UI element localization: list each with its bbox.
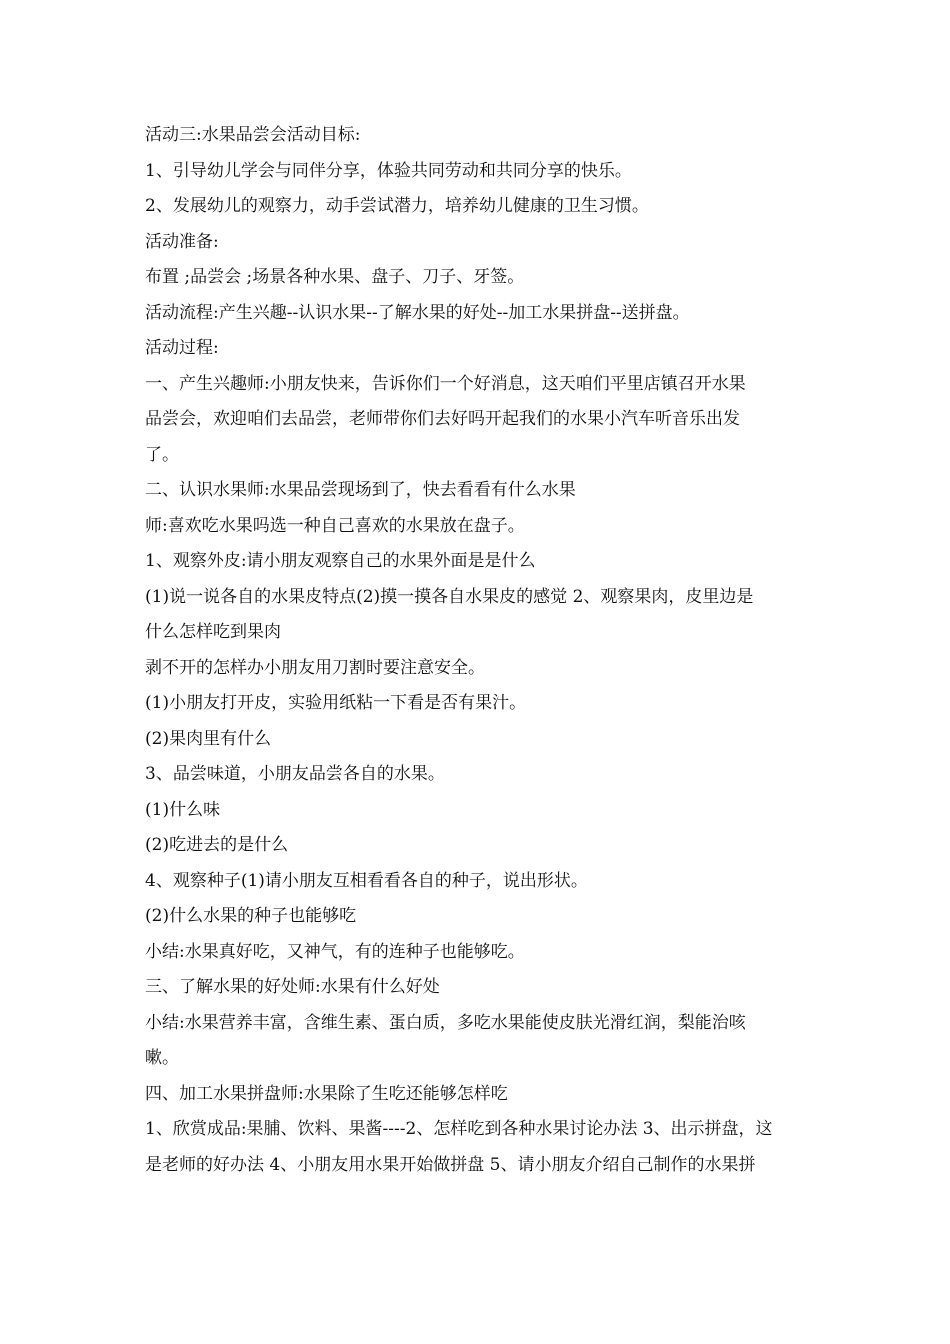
text-line: 活动流程:产生兴趣--认识水果--了解水果的好处--加工水果拼盘--送拼盘。 [145, 302, 690, 323]
text-line: 小结:水果真好吃，又神气，有的连种子也能够吃。 [145, 941, 525, 962]
text-line: 1、观察外皮:请小朋友观察自己的水果外面是是什么 [145, 551, 536, 571]
text-line: 活动三:水果品尝会活动目标: [145, 125, 361, 145]
text-line: 师:喜欢吃水果吗选一种自己喜欢的水果放在盘子。 [145, 515, 525, 536]
text-line: 布置 ;品尝会 ;场景各种水果、盘子、刀子、牙签。 [145, 267, 525, 287]
text-line: 嗽。 [145, 1048, 179, 1068]
text-line: (1)什么味 [145, 799, 221, 820]
text-line: 1、引导幼儿学会与同伴分享，体验共同劳动和共同分享的快乐。 [145, 160, 632, 181]
text-line: 一、产生兴趣师:小朋友快来，告诉你们一个好消息，这天咱们平里店镇召开水果 [145, 373, 746, 394]
text-line: (1)说一说各自的水果皮特点(2)摸一摸各自水果皮的感觉 2、观察果肉，皮里边是 [145, 586, 754, 607]
text-line: 3、品尝味道，小朋友品尝各自的水果。 [145, 764, 445, 784]
document-body [145, 118, 810, 1183]
text-line: (1)小朋友打开皮，实验用纸粘一下看是否有果汁。 [145, 693, 527, 713]
text-line: (2)吃进去的是什么 [145, 835, 289, 855]
text-line: 品尝会，欢迎咱们去品尝，老师带你们去好吗开起我们的水果小汽车听音乐出发 [145, 409, 740, 429]
text-line: 三、了解水果的好处师:水果有什么好处 [145, 977, 440, 997]
text-line: 是老师的好办法 4、小朋友用水果开始做拼盘 5、请小朋友介绍自己制作的水果拼 [145, 1154, 756, 1175]
text-line: (2)什么水果的种子也能够吃 [145, 906, 357, 926]
text-line: 1、欣赏成品:果脯、饮料、果酱----2、怎样吃到各种水果讨论办法 3、出示拼盘，这 [145, 1119, 773, 1139]
text-line: 小结:水果营养丰富，含维生素、蛋白质，多吃水果能使皮肤光滑红润，梨能治咳 [145, 1012, 746, 1033]
text-line: 4、观察种子(1)请小朋友互相看看各自的种子，说出形状。 [145, 870, 588, 891]
text-line: 活动准备: [145, 231, 219, 252]
text-line: 什么怎样吃到果肉 [145, 622, 281, 642]
text-line: 活动过程: [145, 338, 219, 358]
text-line: 二、认识水果师:水果品尝现场到了，快去看看有什么水果 [145, 480, 576, 500]
text-line: 剥不开的怎样办小朋友用刀割时要注意安全。 [145, 657, 485, 678]
text-line: 了。 [145, 444, 179, 465]
text-line: 四、加工水果拼盘师:水果除了生吃还能够怎样吃 [145, 1083, 508, 1104]
text-line: 2、发展幼儿的观察力，动手尝试潜力，培养幼儿健康的卫生习惯。 [145, 196, 649, 216]
text-line: (2)果肉里有什么 [145, 728, 272, 749]
